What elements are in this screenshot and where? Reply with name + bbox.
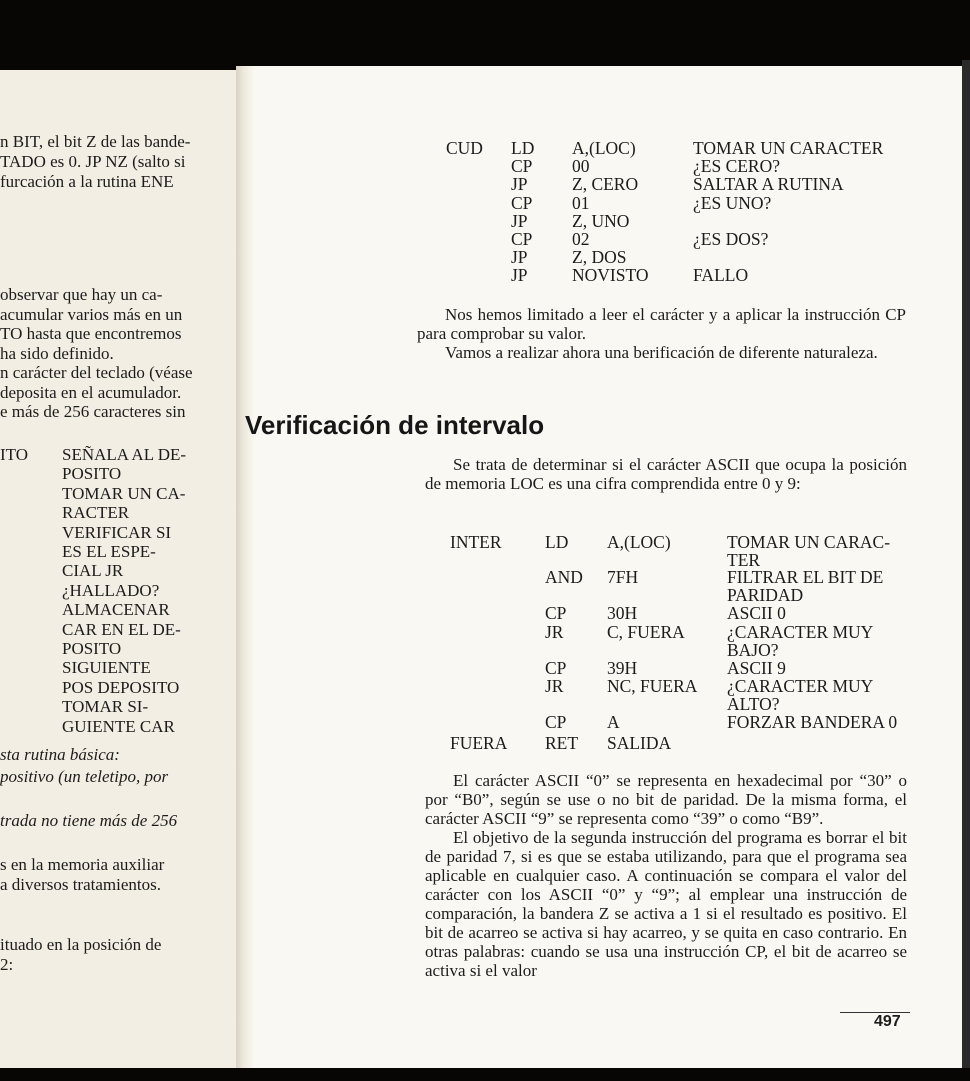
code-label: ITO <box>0 445 29 464</box>
bottom-dark-band <box>0 1068 970 1081</box>
code-comment: TER <box>727 550 761 570</box>
code-opcode: LD <box>545 532 569 552</box>
code-opcode: CP <box>511 192 533 213</box>
code-label: FUERA <box>450 733 508 753</box>
left-text-line: ha sido definido. <box>0 343 114 363</box>
left-text-line: deposita en el acumulador. <box>0 382 182 402</box>
code-comment: ¿CARACTER MUY <box>727 622 874 642</box>
code-comment: TOMAR SI- <box>62 697 149 717</box>
paragraph-explanation <box>425 771 907 980</box>
code-comment: POSITO <box>62 639 122 658</box>
left-text-line: furcación a la rutina ENE <box>0 172 174 191</box>
code-label: INTER <box>450 532 502 552</box>
code-comment: TOMAR UN CARAC- <box>727 532 891 552</box>
paragraph-intro <box>417 305 906 362</box>
code-opcode: JP <box>511 247 528 268</box>
code-operand: A,(LOC) <box>607 532 671 552</box>
code-operand: 01 <box>572 192 590 213</box>
code-operand: 02 <box>572 229 590 249</box>
code-comment: VERIFICAR SI <box>62 522 172 542</box>
code-operand: 00 <box>572 156 590 177</box>
left-text-line: 2: <box>0 955 14 974</box>
code-opcode: LD <box>511 138 535 158</box>
code-comment: ¿ES DOS? <box>693 229 769 249</box>
code-opcode: CP <box>545 712 567 732</box>
code-opcode: JP <box>511 265 528 286</box>
code-comment: FALLO <box>693 265 749 286</box>
left-text-line: a diversos tratamientos. <box>0 875 161 894</box>
code-comment: SALTAR A RUTINA <box>693 174 844 195</box>
code-comment: FILTRAR EL BIT DE <box>727 567 884 587</box>
left-page <box>0 70 236 1068</box>
code-label: CUD <box>446 138 483 158</box>
code-opcode: CP <box>511 156 533 177</box>
code-operand: C, FUERA <box>607 622 685 642</box>
code-operand: Z, CERO <box>572 174 639 195</box>
code-comment: POSITO <box>62 464 122 484</box>
code-comment: PARIDAD <box>727 585 804 605</box>
code-comment: TOMAR UN CA- <box>62 483 186 503</box>
code-opcode: CP <box>545 603 567 623</box>
top-dark-band <box>0 0 970 70</box>
book-gutter <box>236 66 254 1068</box>
left-text-line: s en la memoria auxiliar <box>0 855 165 874</box>
code-comment: POS DEPOSITO <box>62 677 180 697</box>
italic-text-line: positivo (un teletipo, por <box>0 767 169 786</box>
code-opcode: CP <box>545 658 567 678</box>
code-operand: NOVISTO <box>572 265 649 286</box>
code-operand: A <box>607 712 620 732</box>
italic-text-line: sta rutina básica: <box>0 745 120 764</box>
left-text-line: n BIT, el bit Z de las bande- <box>0 132 191 151</box>
code-operand: Z, UNO <box>572 210 630 231</box>
code-opcode: CP <box>511 229 533 249</box>
code-comment: ALMACENAR <box>62 600 170 620</box>
code-comment: ¿HALLADO? <box>62 580 160 600</box>
code-comment: ALTO? <box>727 694 780 714</box>
left-text-line: e más de 256 caracteres sin <box>0 402 186 421</box>
left-text-line: TADO es 0. JP NZ (salto si <box>0 152 186 171</box>
left-text-line: n carácter del teclado (véase <box>0 363 193 382</box>
code-operand: 7FH <box>607 567 639 587</box>
paragraph-line: El carácter ASCII “0” se representa en hexadecimal por “30” o por “B0”, según se use o no bit de paridad. De la misma forma, el carácter ASCII “9” se representa como “39” o como “B9”. <box>425 771 907 828</box>
code-comment: SIGUIENTE <box>62 658 151 678</box>
code-operand: A,(LOC) <box>572 138 636 158</box>
code-operand: 39H <box>607 658 638 678</box>
code-comment: ES EL ESPE- <box>62 542 156 561</box>
code-operand: Z, DOS <box>572 247 627 268</box>
code-comment: CAR EN EL DE- <box>62 619 181 639</box>
paragraph-line: Nos hemos limitado a leer el carácter y a aplicar la instrucción CP para comprobar su valor. <box>417 305 906 343</box>
code-comment: ASCII 0 <box>727 603 786 623</box>
code-comment: ¿CARACTER MUY <box>727 676 874 696</box>
code-comment: FORZAR BANDERA 0 <box>727 712 898 732</box>
code-operand: 30H <box>607 603 638 623</box>
code-opcode: JR <box>545 676 564 696</box>
code-comment: ASCII 9 <box>727 658 786 678</box>
code-comment: BAJO? <box>727 640 779 660</box>
left-text-line: ituado en la posición de <box>0 935 162 954</box>
code-opcode: AND <box>545 567 583 587</box>
left-text-line: acumular varios más en un <box>0 304 183 324</box>
left-text-line: observar que hay un ca- <box>0 285 163 304</box>
code-comment: ¿ES UNO? <box>693 192 772 213</box>
left-text-line: TO hasta que encontremos <box>0 324 182 343</box>
code-opcode: RET <box>545 733 579 753</box>
code-comment: SEÑALA AL DE- <box>62 445 187 464</box>
paragraph-line: Se trata de determinar si el carácter ASCII que ocupa la posición de memoria LOC es una cifra comprendida entre 0 y 9: <box>425 455 907 493</box>
section-heading: Verificación de intervalo <box>245 410 545 440</box>
code-comment: CIAL JR <box>62 561 124 581</box>
code-comment: GUIENTE CAR <box>62 716 175 736</box>
paragraph-task <box>425 455 907 493</box>
code-comment: TOMAR UN CARACTER <box>693 138 884 158</box>
page-number: 497 <box>874 1013 901 1030</box>
code-operand: SALIDA <box>607 733 672 753</box>
code-opcode: JP <box>511 174 528 195</box>
code-comment: ¿ES CERO? <box>693 156 781 177</box>
code-opcode: JP <box>511 210 528 231</box>
code-operand: NC, FUERA <box>607 676 698 696</box>
code-opcode: JR <box>545 622 564 642</box>
page-edge <box>962 60 970 1070</box>
paragraph-line: El objetivo de la segunda instrucción del programa es borrar el bit de paridad 7, si es que se estaba utilizando, para que el programa sea aplicable en cualquier caso. A continuación se compara el valor del carácter con los ASCII “0” y “9”; al emplear una instrucción de comparación, la bandera Z se activa a 1 si el resultado es positivo. El bit de acarreo se activa si hay acarreo, y se quita en caso contrario. En otras palabras: cuando se usa una instrucción CP, el bit de acarreo se activa si el valor <box>425 828 907 980</box>
italic-text-line: trada no tiene más de 256 <box>0 811 178 830</box>
code-comment: RACTER <box>62 503 130 523</box>
paragraph-line: Vamos a realizar ahora una berificación de diferente naturaleza. <box>445 343 878 362</box>
